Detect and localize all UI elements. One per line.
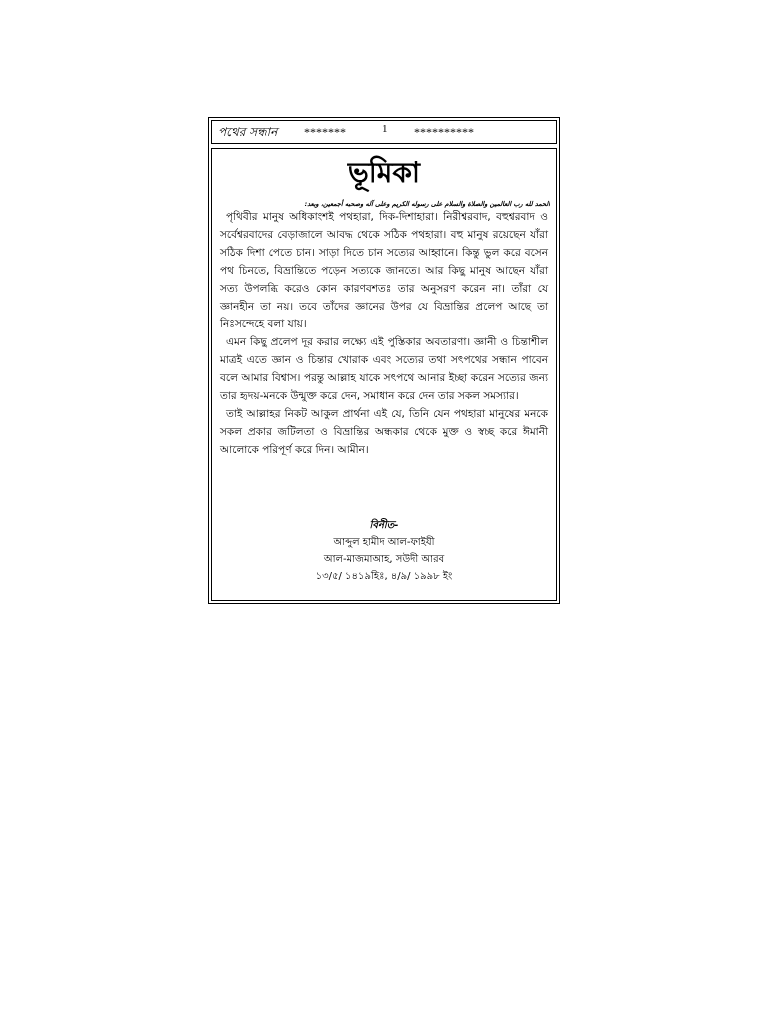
page-number: 1	[382, 123, 388, 135]
paragraph: তাই আল্লাহর নিকট আকুল প্রার্থনা এই যে, তিনি যেন পথহারা মানুষের মনকে সকল প্রকার জটিলতা ও বিভ্রান্তির অন্ধকার থেকে মুক্ত ও স্বচ্ছ করে ঈমানী আলোকে পরিপূর্ণ করে দিন। আমীন।	[220, 407, 548, 456]
author-name: আব্দুল হামীদ আল-ফাইযী	[333, 537, 435, 548]
signature-date: ১৩/৫/ ১৪১৯হিঃ, ৪/৯/ ১৯৯৮ ইং	[315, 571, 453, 582]
arabic-invocation: الحمد لله رب العالمين والصلاة والسلام على رسوله الكريم وعلى آله وصحبه أجمعين، وبعد:	[304, 200, 550, 208]
content-frame	[211, 148, 557, 601]
signature-label: বিনীত-	[369, 520, 399, 531]
document-page	[208, 117, 560, 604]
body-text	[220, 209, 548, 460]
section-title: ভূমিকা	[347, 156, 421, 189]
header-stars-left: *******	[304, 125, 346, 139]
paragraph: পৃথিবীর মানুষ অধিকাংশই পথহারা, দিক-দিশাহারা। নিরীশ্বরবাদ, বহুশ্বরবাদ ও সর্বেশ্বরবাদের বেড়াজালে আবদ্ধ থেকে সঠিক পথহারা। বহু মানুষ রয়েছেন যাঁরা সঠিক দিশা পেতে চান। সাড়া দিতে চান সত্যের আহ্বানে। কিন্তু ভুল করে বসেন পথ চিনতে, বিভ্রান্তিতে পড়েন সত্যকে জানতে। আর কিছু মানুষ আছেন যাঁরা সত্য উপলব্ধি করেও কোন কারণবশতঃ তার অনুসরণ করেন না। তাঁরা যে জ্ঞানহীন তা নয়। তবে তাঁদের জ্ঞানের উপর যে বিভ্রান্তির প্রলেপ আছে তা নিঃসন্দেহে বলা যায়।	[220, 211, 548, 331]
book-title: পথের সন্ধান	[218, 125, 278, 139]
header-stars-right: **********	[414, 125, 474, 139]
paragraph: এমন কিছু প্রলেপ দূর করার লক্ষ্যে এই পুস্তিকার অবতারণা। জ্ঞানী ও চিন্তাশীল মাত্রই এতে জ্ঞান ও চিন্তার খোরাক এবং সত্যের তথা সৎপথের সন্ধান পাবেন বলে আমার বিশ্বাস। পরন্তু আল্লাহ যাকে সৎপথে আনার ইচ্ছা করেন সত্যের জন্য তার হৃদয়-মনকে উন্মুক্ত করে দেন, সমাধান করে দেন তার সকল সমস্যার।	[220, 336, 548, 403]
signature-block	[212, 517, 556, 585]
author-place: আল-মাজমাআহ, সউদী আরব	[323, 554, 445, 565]
page-header	[211, 120, 557, 144]
